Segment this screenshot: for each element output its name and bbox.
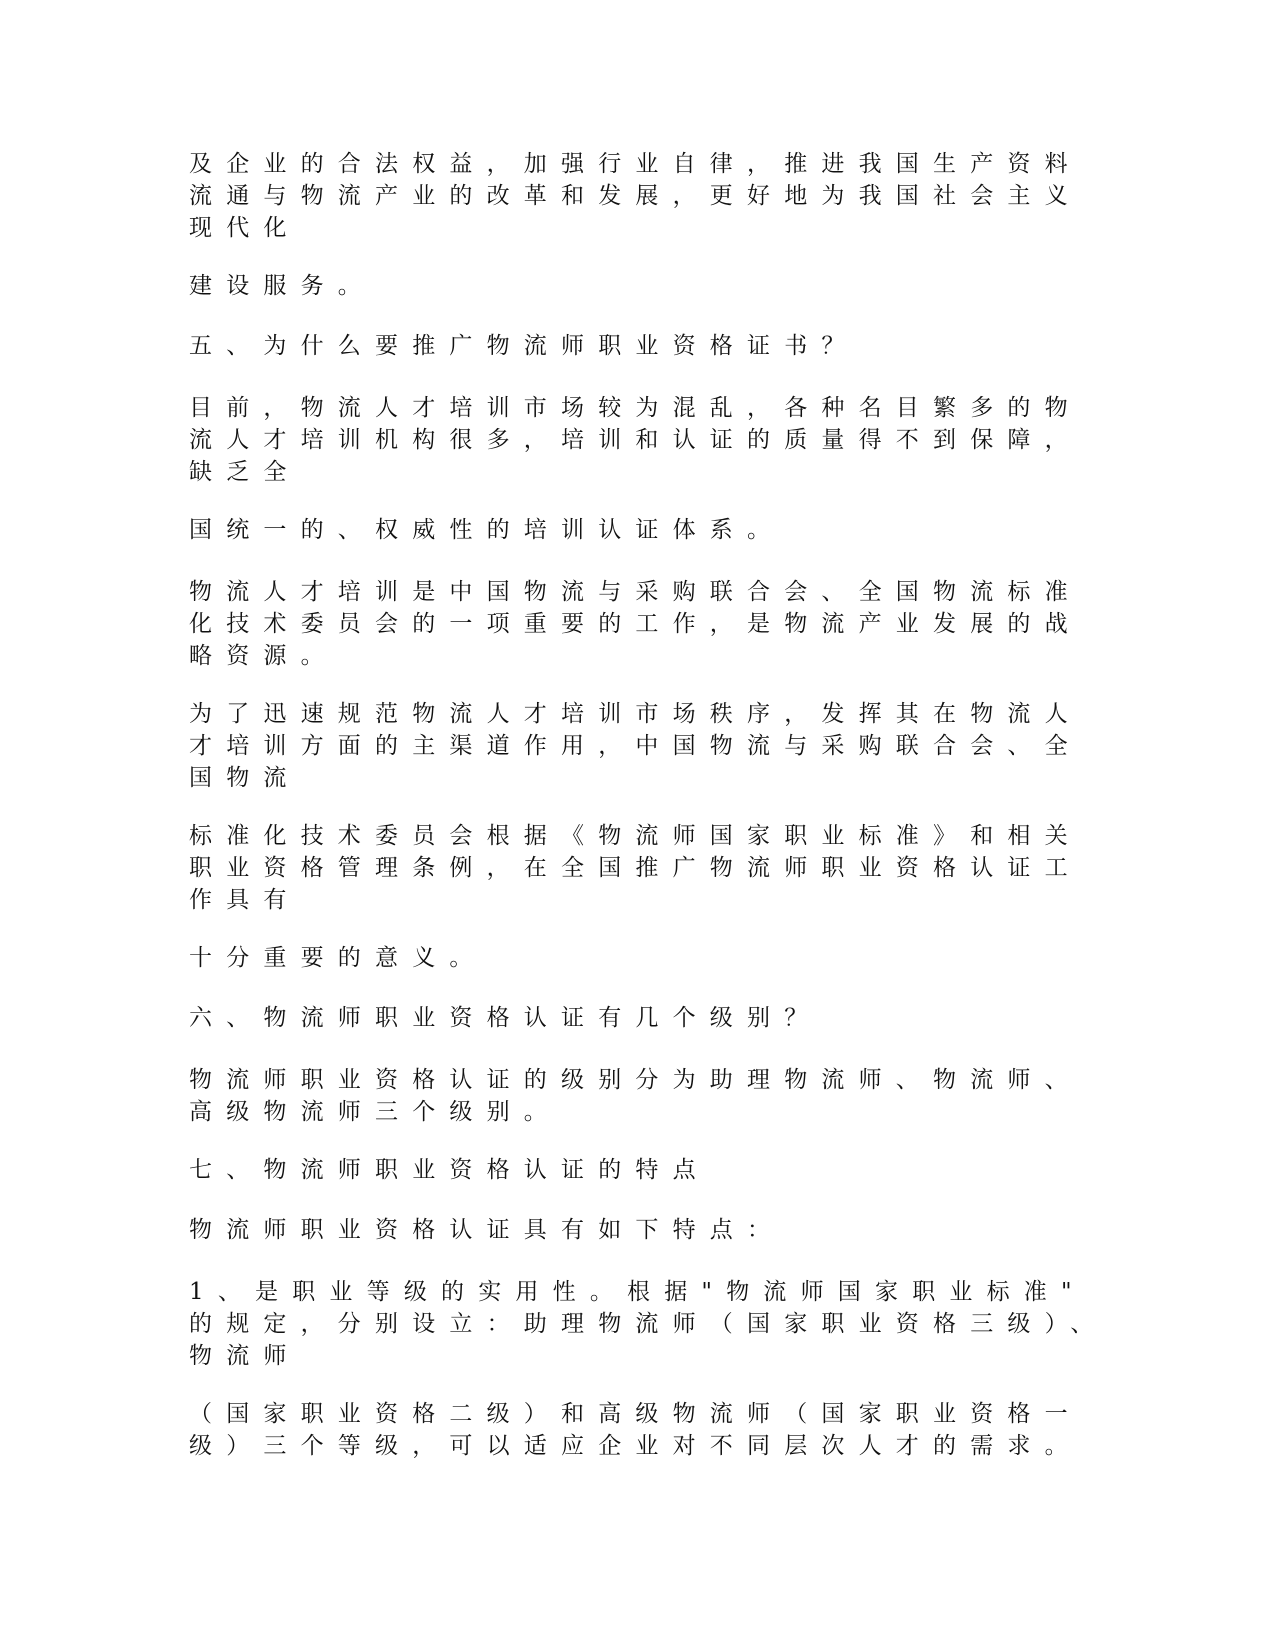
text-line: 流通与物流产业的改革和发展，更好地为我国社会主义 bbox=[189, 183, 1082, 209]
section-heading: 七、物流师职业资格认证的特点 bbox=[189, 1157, 710, 1183]
text-line: 化技术委员会的一项重要的工作，是物流产业发展的战 bbox=[189, 611, 1082, 637]
text-line: 流人才培训机构很多，培训和认证的质量得不到保障， bbox=[189, 427, 1082, 453]
text-line: 物流师 bbox=[189, 1343, 301, 1369]
paragraph-feature-one-continued bbox=[189, 1398, 1129, 1462]
text-line: 职业资格管理条例，在全国推广物流师职业资格认证工 bbox=[189, 855, 1082, 881]
heading-section-six bbox=[189, 1002, 1129, 1034]
text-line: （国家职业资格二级）和高级物流师（国家职业资格一 bbox=[189, 1401, 1082, 1427]
text-line: 略资源。 bbox=[189, 643, 338, 669]
text-line: 十分重要的意义。 bbox=[189, 945, 487, 971]
text-line: 建设服务。 bbox=[189, 273, 375, 299]
heading-section-five bbox=[189, 330, 1129, 362]
heading-section-seven bbox=[189, 1154, 1129, 1186]
paragraph-rights-and-reform bbox=[189, 148, 1129, 244]
text-line: 物流师职业资格认证具有如下特点： bbox=[189, 1217, 785, 1243]
text-line: 的规定，分别设立：助理物流师（国家职业资格三级）、 bbox=[189, 1311, 1108, 1337]
text-line: 缺乏全 bbox=[189, 459, 301, 485]
text-line: 高级物流师三个级别。 bbox=[189, 1099, 561, 1125]
paragraph-features-intro bbox=[189, 1214, 1129, 1246]
text-line: 标准化技术委员会根据《物流师国家职业标准》和相关 bbox=[189, 823, 1082, 849]
text-line: 为了迅速规范物流人才培训市场秩序，发挥其在物流人 bbox=[189, 701, 1082, 727]
section-heading: 六、物流师职业资格认证有几个级别？ bbox=[189, 1005, 822, 1031]
text-line: 1、是职业等级的实用性。根据"物流师国家职业标准" bbox=[189, 1279, 1086, 1305]
text-line: 物流师职业资格认证的级别分为助理物流师、物流师、 bbox=[189, 1067, 1082, 1093]
text-line: 国统一的、权威性的培训认证体系。 bbox=[189, 517, 785, 543]
paragraph-regulate-market bbox=[189, 698, 1129, 794]
paragraph-national-standard bbox=[189, 820, 1129, 916]
paragraph-construction-service bbox=[189, 270, 1129, 302]
text-line: 级）三个等级，可以适应企业对不同层次人才的需求。 bbox=[189, 1433, 1082, 1459]
text-line: 及企业的合法权益，加强行业自律，推进我国生产资料 bbox=[189, 151, 1082, 177]
paragraph-certification-system bbox=[189, 514, 1129, 546]
text-line: 目前，物流人才培训市场较为混乱，各种名目繁多的物 bbox=[189, 395, 1082, 421]
paragraph-training-market bbox=[189, 392, 1129, 488]
text-line: 物流人才培训是中国物流与采购联合会、全国物流标准 bbox=[189, 579, 1082, 605]
paragraph-certification-levels bbox=[189, 1064, 1129, 1128]
section-heading: 五、为什么要推广物流师职业资格证书？ bbox=[189, 333, 859, 359]
text-line: 才培训方面的主渠道作用，中国物流与采购联合会、全 bbox=[189, 733, 1082, 759]
paragraph-significance bbox=[189, 942, 1129, 974]
paragraph-feature-one bbox=[189, 1276, 1129, 1372]
text-line: 作具有 bbox=[189, 887, 301, 913]
text-line: 现代化 bbox=[189, 215, 301, 241]
text-line: 国物流 bbox=[189, 765, 301, 791]
paragraph-training-importance bbox=[189, 576, 1129, 672]
